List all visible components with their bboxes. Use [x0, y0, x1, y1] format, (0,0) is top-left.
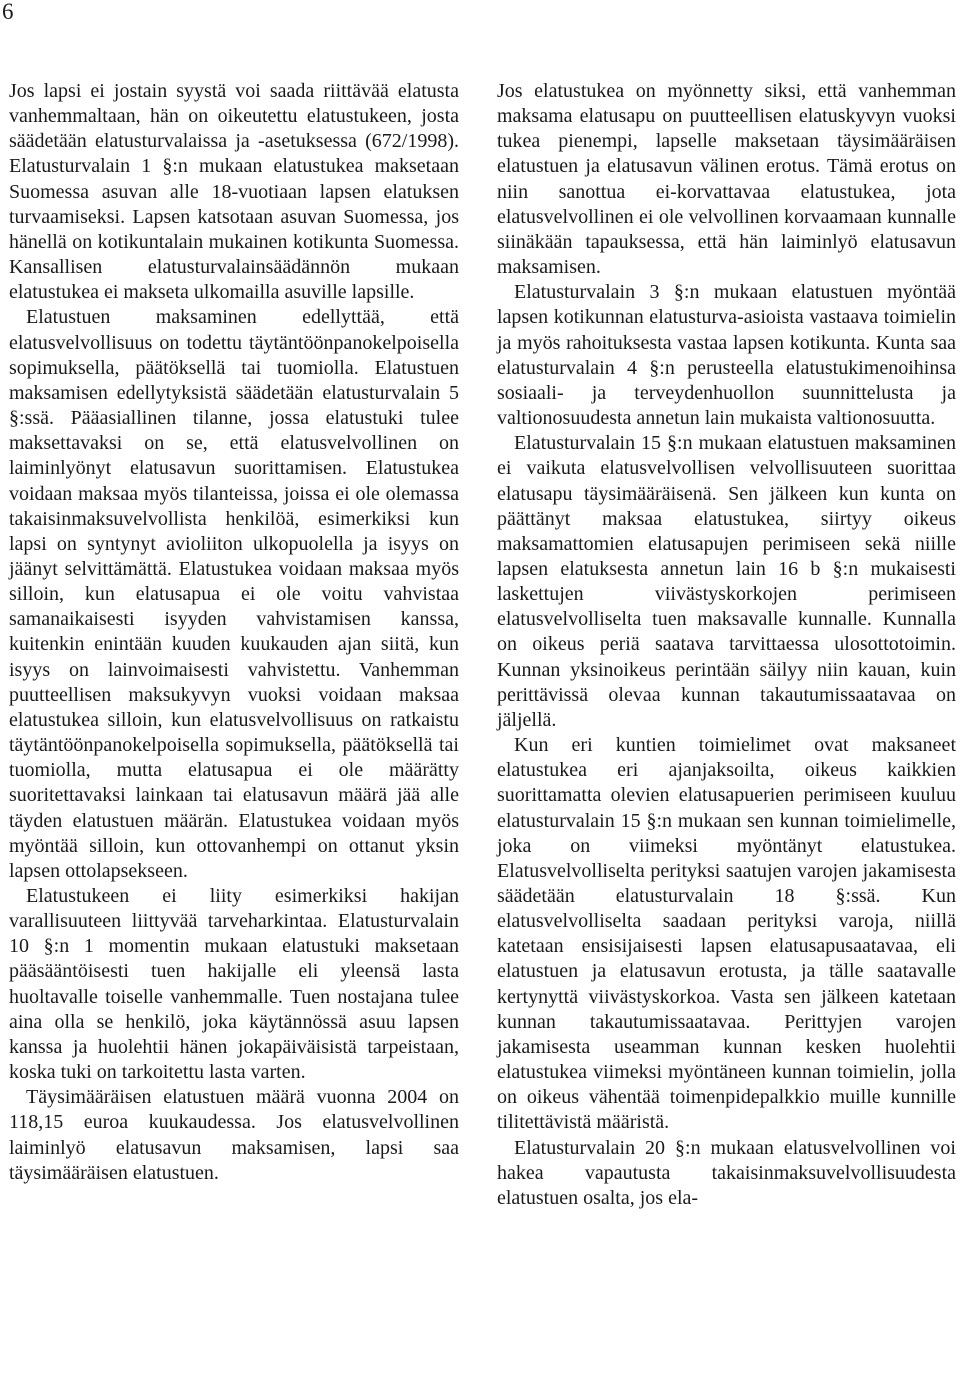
left-paragraph-3: Elatustukeen ei liity esimerkiksi hakijan varallisuuteen liittyvää tarveharkintaa. Elatusturvalain 10 §:n 1 momentin mukaan elatustuki maksetaan pääsääntöisesti tuen hakijalle eli yleensä lasta huoltavalle toiselle vanhemmalle. Tuen nostajana tulee aina olla se henkilö, joka käytännössä asuu lapsen kanssa ja huolehtii hänen jokapäiväisistä tarpeistaan, koska tuki on tarkoitettu lasta varten.: [9, 885, 459, 1084]
page-number: 6: [2, 0, 14, 24]
left-paragraph-2: Elatustuen maksaminen edellyttää, että elatusvelvollisuus on todettu täytäntöönpanokelpoisella sopimuksella, päätöksellä tai tuomiolla. Elatustuen maksamisen edellytyksistä säädetään elatusturvalain 5 §:ssä. Pääasiallinen tilanne, jossa elatustuki tulee maksettavaksi on se, että elatusvelvollinen on laiminlyönyt elatusavun suorittamisen. Elatustukea voidaan maksaa myös tilanteissa, joissa ei ole olemassa takaisinmaksuvelvollista henkilöä, esimerkiksi kun lapsi on syntynyt avioliiton ulkopuolella ja isyys on jäänyt selvittämättä. Elatustukea voidaan maksaa myös silloin, kun elatusapua ei ole voitu vahvistaa samanaikaisesti isyyden vahvistamisen kanssa, kuitenkin enintään kuuden kuukauden ajan siitä, kun isyys on lainvoimaisesti vahvistettu. Vanhemman puutteellisen maksukyvyn vuoksi voidaan maksaa elatustukea silloin, kun elatusvelvollisuus on ratkaistu täytäntöönpanokelpoisella sopimuksella, päätöksellä tai tuomiolla, mutta elatusapua ei ole määrätty suoritettavaksi lainkaan tai elatusavun määrä jää alle täyden elatustuen määrän. Elatustukea voidaan myös myöntää silloin, kun ottovanhempi on ottanut yksin lapsen ottolapsekseen.: [9, 306, 459, 882]
left-paragraph-4: Täysimääräisen elatustuen määrä vuonna 2004 on 118,15 euroa kuukaudessa. Jos elatusvelvollinen laiminlyö elatusavun maksamisen, lapsi saa täysimääräisen elatustuen.: [9, 1086, 459, 1184]
right-paragraph-1: Jos elatustukea on myönnetty siksi, että vanhemman maksama elatusapu on puutteellisen elatuskyvyn vuoksi tukea pienempi, lapselle maksetaan täysimääräisen elatustuen ja elatusavun välinen erotus. Tämä erotus on niin sanottua ei-korvattavaa elatustukea, jota elatusvelvollinen ei ole velvollinen korvaamaan kunnalle siinäkään tapauksessa, että hän laiminlyö elatusavun maksamisen.: [497, 80, 956, 279]
right-paragraph-4: Kun eri kuntien toimielimet ovat maksaneet elatustukea eri ajanjaksoilta, oikeus kaikkien suorittamatta olevien elatusapuerien perimiseen kuuluu elatusturvalain 15 §:n mukaan sen kunnan toimielimelle, joka on viimeksi myöntänyt elatustukea. Elatusvelvolliselta perityksi saatujen varojen jakamisesta säädetään elatusturvalain 18 §:ssä. Kun elatusvelvolliselta saadaan perityksi varoja, niillä katetaan ensisijaisesti lapsen elatusapusaatavaa, eli elatustuen ja elatusavun erotusta, ja tälle saatavalle kertynyttä viivästyskorkoa. Vasta sen jälkeen katetaan kunnan takautumissaatavaa. Perittyjen varojen jakamisesta useamman kunnan kesken huolehtii elatustukea viimeksi myöntäneen kunnan toimielin, jolla on oikeus vähentää toimenpidepalkkio muille kunnille tilitettävistä määristä.: [497, 734, 956, 1134]
right-paragraph-2: Elatusturvalain 3 §:n mukaan elatustuen myöntää lapsen kotikunnan elatusturva-asioista vastaava toimielin ja myös rahoituksesta vastaa lapsen kotikunta. Kunta saa elatusturvalain 4 §:n perusteella elatustukimenoihinsa sosiaali- ja terveydenhuollon suunnittelusta ja valtionosuudesta annetun lain mukaista valtionosuutta.: [497, 281, 956, 430]
right-paragraph-5: Elatusturvalain 20 §:n mukaan elatusvelvollinen voi hakea vapautusta takaisinmaksuvelvollisuudesta elatustuen osalta, jos ela-: [497, 1136, 956, 1209]
right-paragraph-3: Elatusturvalain 15 §:n mukaan elatustuen maksaminen ei vaikuta elatusvelvollisen velvollisuuteen suorittaa elatusapu täysimääräisenä. Sen jälkeen kun kunta on päättänyt maksaa elatustukea, siirtyy oikeus maksamattomien elatusapujen perimiseen sekä niille lapsen elatuksesta annetun lain 16 b §:n mukaisesti laskettujen viivästyskorkojen perimiseen elatusvelvolliselta tuen maksavalle kunnalle. Kunnalla on oikeus periä saatava tarvittaessa ulosottotoimin. Kunnan yksinoikeus perintään säilyy niin kauan, kuin perittävissä olevaa kunnan takautumissaatavaa on jäljellä.: [497, 432, 956, 731]
left-column: [9, 79, 459, 1186]
left-paragraph-1: Jos lapsi ei jostain syystä voi saada riittävää elatusta vanhemmaltaan, hän on oikeutettu elatustukeen, josta säädetään elatusturvalaissa ja -asetuksessa (672/1998). Elatusturvalain 1 §:n mukaan elatustukea maksetaan Suomessa asuvan alle 18-vuotiaan lapsen elatuksen turvaamiseksi. Lapsen katsotaan asuvan Suomessa, jos hänellä on kotikuntalain mukainen kotikunta Suomessa. Kansallisen elatusturvalainsäädännön mukaan elatustukea ei makseta ulkomailla asuville lapsille.: [9, 80, 459, 304]
right-column: [497, 79, 956, 1211]
